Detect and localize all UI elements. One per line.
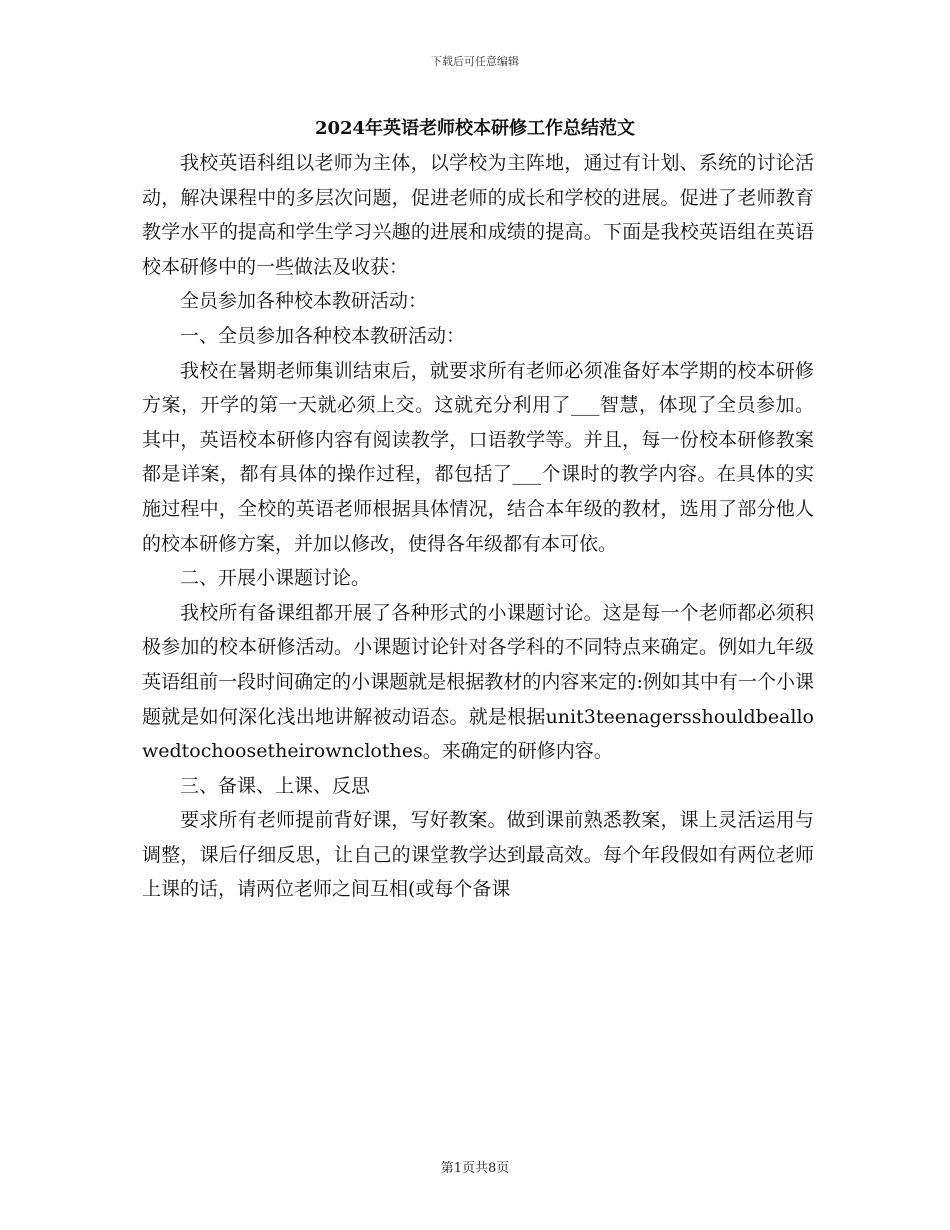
document-title: 2024年英语老师校本研修工作总结范文 <box>314 118 636 139</box>
section-heading-2: 二、开展小课题讨论。 <box>180 567 371 590</box>
paragraph-intro: 我校英语科组以老师为主体，以学校为主阵地，通过有计划、系统的讨论活动，解决课程中的多层次问题，促进老师的成长和学校的进展。促进了老师教育教学水平的提高和学生学习兴趣的进展和成绩的提高。下面是我校英语组在英语校本研修中的一些做法及收获： <box>142 152 814 278</box>
section-heading-1: 一、全员参加各种校本教研活动： <box>180 324 466 347</box>
page-header-note: 下载后可任意编辑 <box>431 55 519 68</box>
paragraph-overview-heading: 全员参加各种校本教研活动： <box>180 290 428 313</box>
paragraph-section-2: 我校所有备课组都开展了各种形式的小课题讨论。这是每一个老师都必须积极参加的校本研修活动。小课题讨论针对各学科的不同特点来确定。例如九年级英语组前一段时间确定的小课题就是根据教材的内容来定的:例如其中有一个小课题就是如何深化浅出地讲解被动语态。就是根据unit3teenagersshouldbeallowedtochoosetheirownclothes。来确定的研修内容。 <box>142 601 814 763</box>
section-heading-3: 三、备课、上课、反思 <box>180 774 371 797</box>
page-number: 第1页共8页 <box>440 1161 510 1176</box>
paragraph-section-3: 要求所有老师提前背好课，写好教案。做到课前熟悉教案，课上灵活运用与调整，课后仔细反思，让自己的课堂教学达到最高效。每个年段假如有两位老师上课的话，请两位老师之间互相(或每个备课 <box>142 809 814 901</box>
paragraph-section-1: 我校在暑期老师集训结束后，就要求所有老师必须准备好本学期的校本研修方案，开学的第一天就必须上交。这就充分利用了___智慧，体现了全员参加。其中，英语校本研修内容有阅读教学，口语教学等。并且，每一份校本研修教案都是详案，都有具体的操作过程，都包括了___个课时的教学内容。在具体的实施过程中，全校的英语老师根据具体情况，结合本年级的教材，选用了部分他人的校本研修方案，并加以修改，使得各年级都有本可依。 <box>142 359 814 555</box>
document-body <box>142 146 814 907</box>
